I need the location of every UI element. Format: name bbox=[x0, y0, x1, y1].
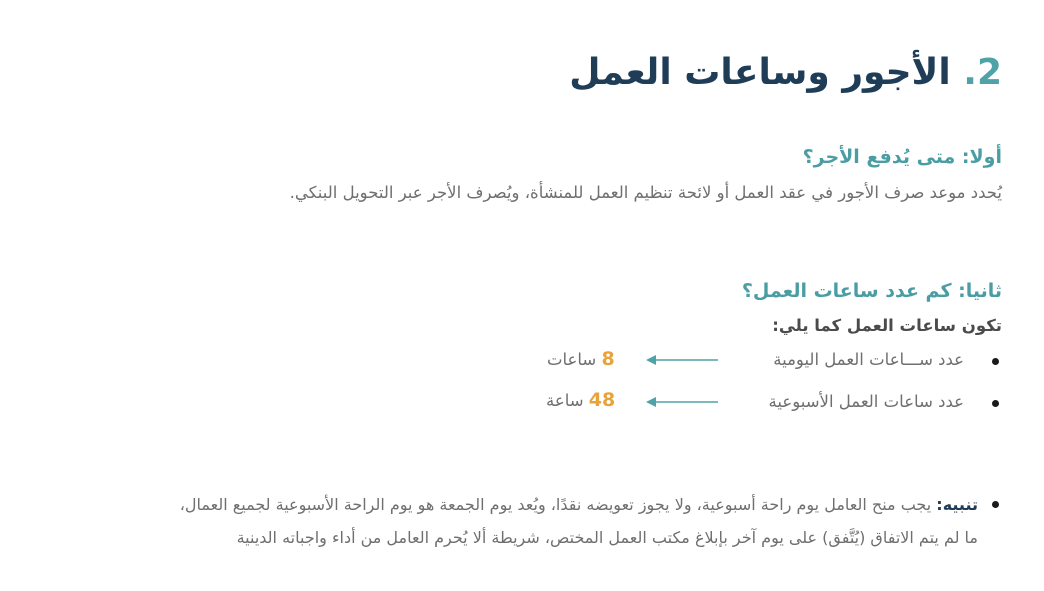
arrow-left-icon bbox=[644, 352, 720, 368]
second-heading: ثانيا: كم عدد ساعات العمل؟ bbox=[741, 280, 1002, 302]
note-lead: تنبيه: bbox=[936, 495, 978, 514]
daily-hours-label: عدد ســـاعات العمل اليومية bbox=[773, 350, 964, 369]
bullet-daily bbox=[992, 358, 999, 365]
note-paragraph bbox=[18, 488, 978, 554]
section-number: 2. bbox=[963, 52, 1002, 93]
weekly-hours-value bbox=[546, 389, 615, 411]
arrow-left-icon bbox=[644, 394, 720, 410]
daily-hours-unit: ساعات bbox=[547, 350, 597, 369]
bullet-weekly bbox=[992, 400, 999, 407]
first-body: يُحدد موعد صرف الأجور في عقد العمل أو لائحة تنظيم العمل للمنشأة، ويُصرف الأجر عبر التحويل البنكي. bbox=[289, 183, 1002, 202]
second-intro: تكون ساعات العمل كما يلي: bbox=[772, 316, 1002, 335]
weekly-hours-label: عدد ساعات العمل الأسبوعية bbox=[768, 392, 964, 411]
weekly-hours-number: 48 bbox=[588, 389, 616, 411]
bullet-note bbox=[992, 501, 999, 508]
daily-hours-number: 8 bbox=[601, 348, 615, 370]
weekly-hours-unit: ساعة bbox=[546, 391, 584, 410]
note-line2: ما لم يتم الاتفاق (يُتَّفق) على يوم آخر بإبلاغ مكتب العمل المختص، شريطة ألا يُحرم العامل من أداء واجباته الدينية bbox=[236, 528, 978, 547]
section-title bbox=[569, 52, 1002, 93]
daily-hours-value bbox=[547, 348, 615, 370]
first-heading: أولا: متى يُدفع الأجر؟ bbox=[802, 146, 1002, 168]
note-line1: يجب منح العامل يوم راحة أسبوعية، ولا يجوز تعويضه نقدًا، ويُعد يوم الجمعة هو يوم الراحة الأسبوعية لجميع العمال، bbox=[179, 495, 932, 514]
section-title-text: الأجور وساعات العمل bbox=[569, 52, 951, 93]
